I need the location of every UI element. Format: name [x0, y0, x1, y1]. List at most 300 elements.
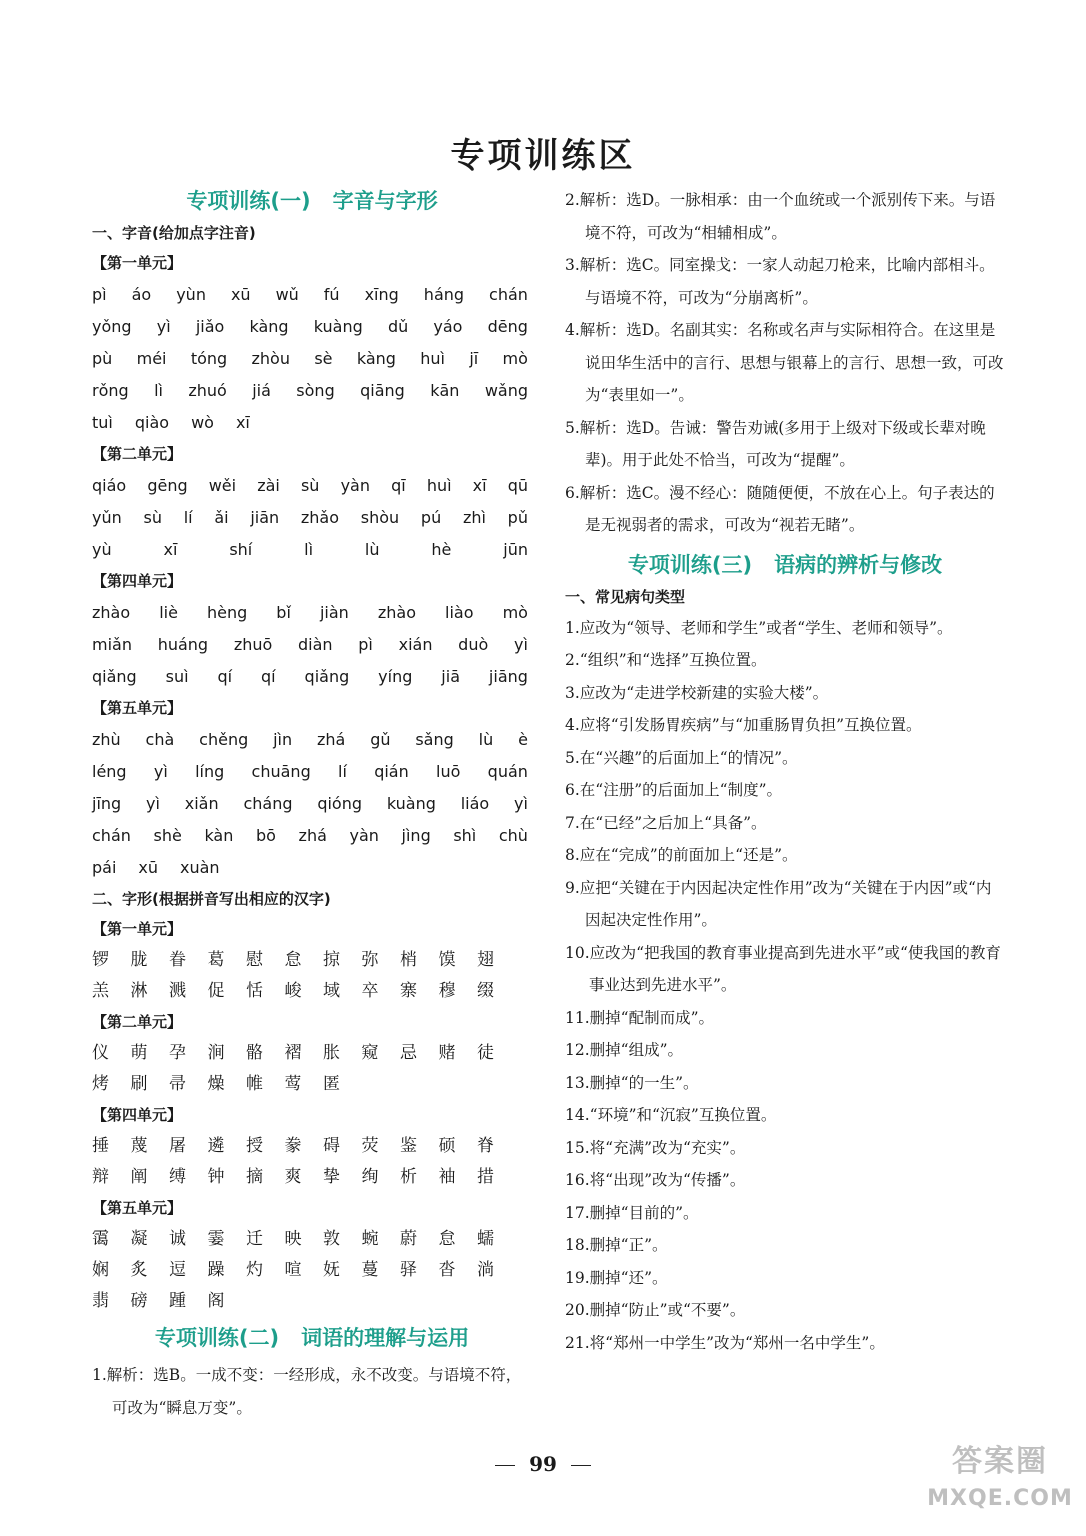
- pinyin-syllable: bō: [255, 826, 276, 845]
- pinyin-syllable: qū: [507, 476, 528, 495]
- pinyin-row: [92, 470, 532, 502]
- pinyin-syllable: pǔ: [507, 508, 528, 527]
- pinyin-syllable: liè: [159, 603, 178, 622]
- pinyin-syllable: pì: [358, 635, 373, 654]
- answer-text: 删掉“配制而成”。: [589, 1008, 715, 1027]
- pinyin-syllable: mò: [502, 349, 528, 368]
- answer-number: 6.: [565, 483, 580, 502]
- answer-number: 3.: [565, 683, 580, 702]
- pinyin-syllable: lù: [364, 540, 380, 559]
- character: 刷: [130, 1074, 148, 1094]
- character: 赌: [438, 1043, 456, 1063]
- left-column: [92, 184, 532, 1424]
- character-row: [92, 945, 532, 976]
- answer-item: [565, 937, 1005, 1002]
- answer-item: [565, 1197, 1005, 1230]
- answer-item: [565, 1327, 1005, 1360]
- character: 褶: [284, 1043, 302, 1063]
- pinyin-syllable: jī: [469, 349, 479, 368]
- character: 莺: [284, 1074, 302, 1094]
- character: 磅: [130, 1291, 148, 1311]
- pinyin-syllable: zhá: [298, 826, 327, 845]
- pinyin-syllable: xīng: [364, 285, 399, 304]
- character: 域: [323, 981, 340, 1001]
- pinyin-syllable: pù: [92, 349, 113, 368]
- pinyin-syllable: kuàng: [386, 794, 436, 813]
- character: 踵: [169, 1291, 186, 1311]
- sub-heading-pronunciation: 一、字音(给加点字注音): [92, 224, 256, 242]
- pinyin-syllable: shì: [453, 826, 477, 845]
- answer-number: 4.: [565, 716, 580, 734]
- pinyin-syllable: miǎn: [92, 635, 132, 654]
- pinyin-syllable: chán: [489, 285, 528, 304]
- answer-number: 9.: [565, 878, 580, 897]
- pinyin-syllable: diàn: [298, 635, 333, 654]
- pinyin-syllable: kàng: [356, 349, 396, 368]
- pinyin-syllable: cháng: [243, 794, 293, 813]
- answer-number: 12.: [565, 1041, 590, 1059]
- character: 析: [400, 1167, 417, 1187]
- pinyin-syllable: zhǎo: [300, 508, 340, 527]
- pinyin-syllable: chěng: [199, 730, 249, 749]
- character: 孕: [169, 1043, 186, 1063]
- answer-number: 14.: [565, 1106, 590, 1124]
- character: 羔: [92, 981, 109, 1001]
- pinyin-syllable: shòu: [360, 508, 400, 527]
- pinyin-syllable: ǎi: [214, 508, 229, 527]
- character: 荧: [361, 1136, 379, 1156]
- pinyin-syllable: zhuō: [233, 635, 273, 654]
- character: 硕: [438, 1136, 456, 1156]
- answer-item: [565, 1132, 1005, 1165]
- character: 寨: [400, 981, 417, 1001]
- answer-number: 10.: [565, 943, 590, 962]
- pinyin-syllable: yáo: [433, 317, 463, 336]
- pinyin-row: [92, 597, 532, 629]
- pinyin-syllable: duò: [458, 635, 489, 654]
- answer-number: 11.: [565, 1008, 590, 1027]
- answer-item: [565, 677, 1005, 710]
- answer-item: [565, 249, 1005, 314]
- pinyin-syllable: líng: [195, 762, 225, 781]
- pinyin-syllable: yì: [514, 794, 528, 813]
- character: 喧: [284, 1260, 302, 1280]
- pinyin-row: [92, 756, 532, 788]
- character: 慰: [246, 950, 263, 970]
- answer-number: 2.: [565, 191, 580, 209]
- character: 缀: [477, 981, 494, 1001]
- character: 恬: [246, 981, 263, 1001]
- pinyin-syllable: dēng: [487, 317, 528, 336]
- answer-text: 应把“关键在于内因起决定性作用”改为“关键在于内因”或“内因起决定性作用”。: [579, 878, 992, 929]
- answer-number: 17.: [565, 1203, 590, 1222]
- pinyin-syllable: pú: [420, 508, 442, 527]
- answer-number: 8.: [565, 846, 580, 864]
- pinyin-row: [92, 534, 532, 566]
- character: 爽: [284, 1167, 302, 1187]
- pinyin-syllable: wěi: [208, 476, 237, 495]
- pinyin-syllable: wò: [191, 413, 214, 432]
- character-row: [92, 1224, 532, 1255]
- answer-item: [565, 1229, 1005, 1262]
- character: 摘: [246, 1167, 263, 1187]
- character: 帚: [169, 1074, 186, 1094]
- pinyin-syllable: huì: [426, 476, 452, 495]
- character-row: [92, 976, 532, 1007]
- character: 豢: [284, 1136, 302, 1156]
- character: 炙: [130, 1260, 148, 1280]
- character: 沓: [438, 1260, 456, 1280]
- character: 涧: [207, 1043, 225, 1063]
- pinyin-syllable: shè: [153, 826, 182, 845]
- pinyin-syllable: chán: [92, 826, 131, 845]
- answer-text: 删掉“防止”或“不要”。: [589, 1301, 746, 1319]
- pinyin-syllable: zài: [257, 476, 280, 495]
- pinyin-syllable: méi: [136, 349, 167, 368]
- pinyin-syllable: qí: [217, 667, 233, 686]
- pinyin-syllable: xī: [235, 413, 250, 432]
- pinyin-syllable: chuāng: [251, 762, 311, 781]
- character: 霎: [207, 1229, 225, 1249]
- character: 阁: [207, 1291, 225, 1311]
- pinyin-syllable: lí: [183, 508, 193, 527]
- character: 凝: [130, 1229, 148, 1249]
- character: 妩: [323, 1260, 340, 1280]
- pinyin-syllable: lí: [338, 762, 347, 781]
- character: 逗: [169, 1260, 186, 1280]
- character: 蜿: [361, 1229, 379, 1249]
- pinyin-syllable: kān: [430, 381, 460, 400]
- character: 弥: [361, 950, 379, 970]
- answer-number: 2.: [565, 651, 580, 669]
- pinyin-syllable: kàng: [249, 317, 289, 336]
- character: 仪: [92, 1043, 109, 1063]
- character: 淋: [130, 981, 148, 1001]
- character: 徒: [477, 1043, 494, 1063]
- answer-item: [565, 872, 1005, 937]
- answer-number: 6.: [565, 781, 580, 799]
- pinyin-row: [92, 375, 532, 407]
- answer-text: 在“已经”之后加上“具备”。: [579, 813, 767, 832]
- pinyin-syllable: xuàn: [180, 858, 220, 877]
- pinyin-syllable: yì: [153, 762, 168, 781]
- character: 霭: [92, 1229, 109, 1249]
- character: 捶: [92, 1136, 109, 1156]
- pinyin-syllable: jiá: [252, 381, 271, 400]
- pinyin-units: [92, 248, 532, 884]
- answer-number: 7.: [565, 813, 580, 832]
- character: 碍: [323, 1136, 340, 1156]
- character: 诚: [169, 1229, 186, 1249]
- pinyin-syllable: qiáo: [92, 476, 127, 495]
- pinyin-row: [92, 788, 532, 820]
- pinyin-syllable: chù: [498, 826, 528, 845]
- pinyin-syllable: lù: [478, 730, 494, 749]
- pinyin-syllable: tuì: [92, 413, 113, 432]
- character: 梢: [400, 950, 417, 970]
- answer-number: 5.: [565, 418, 580, 437]
- pinyin-syllable: mò: [502, 603, 528, 622]
- pinyin-syllable: lì: [154, 381, 163, 400]
- pinyin-syllable: kuàng: [313, 317, 363, 336]
- character: 鉴: [400, 1136, 417, 1156]
- pinyin-syllable: sòng: [296, 381, 335, 400]
- pinyin-syllable: xū: [230, 285, 251, 304]
- answer-item: [565, 807, 1005, 840]
- pinyin-syllable: wǔ: [275, 285, 299, 304]
- pinyin-row: [92, 724, 532, 756]
- pinyin-syllable: yàn: [349, 826, 379, 845]
- pinyin-syllable: qí: [261, 667, 276, 686]
- pinyin-syllable: qián: [374, 762, 409, 781]
- pinyin-syllable: sè: [314, 349, 333, 368]
- pinyin-syllable: gǔ: [370, 730, 391, 749]
- character: 帷: [246, 1074, 263, 1094]
- pinyin-syllable: quán: [487, 762, 528, 781]
- unit-label: 【第四单元】: [92, 1106, 183, 1124]
- pinyin-syllable: jiǎo: [195, 317, 225, 336]
- character: 馍: [438, 950, 456, 970]
- pinyin-syllable: xī: [163, 540, 178, 559]
- unit-label: 【第四单元】: [92, 572, 183, 590]
- character: 峻: [284, 981, 302, 1001]
- pinyin-syllable: jiàn: [319, 603, 349, 622]
- pinyin-row: [92, 852, 532, 884]
- page-number: 99: [0, 1452, 1086, 1476]
- character-row: [92, 1131, 532, 1162]
- answer-number: 15.: [565, 1138, 590, 1157]
- pinyin-syllable: qióng: [317, 794, 363, 813]
- answer-item: [565, 1294, 1005, 1327]
- pinyin-syllable: áo: [131, 285, 152, 304]
- pinyin-row: [92, 311, 532, 343]
- pinyin-syllable: qiǎng: [304, 667, 350, 686]
- character: 娴: [92, 1260, 109, 1280]
- pinyin-row: [92, 407, 532, 439]
- watermark-logo: 答案圈 MXQE.COM: [927, 1444, 1073, 1511]
- answer-item: [92, 1359, 532, 1424]
- pinyin-syllable: yì: [513, 635, 528, 654]
- character: 蔚: [400, 1229, 417, 1249]
- answer-number: 16.: [565, 1171, 590, 1189]
- answer-text: “组织”和“选择”互换位置。: [579, 651, 767, 669]
- character: 敦: [323, 1229, 340, 1249]
- character: 骼: [246, 1043, 263, 1063]
- pinyin-syllable: sù: [300, 476, 320, 495]
- character: 溅: [169, 981, 186, 1001]
- pinyin-syllable: rǒng: [92, 381, 129, 400]
- pinyin-syllable: pì: [92, 285, 107, 304]
- pinyin-syllable: huì: [420, 349, 445, 368]
- answer-text: 删掉“目前的”。: [589, 1203, 699, 1222]
- character: 辩: [92, 1167, 109, 1187]
- unit-label: 【第五单元】: [92, 1199, 183, 1217]
- pinyin-syllable: jūn: [503, 540, 528, 559]
- pinyin-syllable: zhào: [377, 603, 416, 622]
- answer-text: 删掉“组成”。: [589, 1041, 684, 1059]
- pinyin-syllable: jiā: [441, 667, 460, 686]
- answer-text: 在“兴趣”的后面加上“的情况”。: [579, 748, 798, 767]
- vocab-answer-list: [92, 1355, 532, 1424]
- character-row: [92, 1286, 532, 1317]
- pinyin-syllable: léng: [92, 762, 127, 781]
- answer-number: 4.: [565, 321, 580, 339]
- answer-number: 3.: [565, 256, 580, 274]
- right-column: [565, 184, 1005, 1359]
- pinyin-syllable: lì: [304, 540, 314, 559]
- pinyin-syllable: bǐ: [276, 603, 291, 622]
- pinyin-syllable: sǎng: [415, 730, 454, 749]
- pinyin-syllable: huáng: [157, 635, 209, 654]
- answer-item: [565, 184, 1005, 249]
- pinyin-row: [92, 279, 532, 311]
- answer-text: 解析：选C。漫不经心：随随便便，不放在心上。句子表达的是无视弱者的需求，可改为“视若无睹”。: [579, 483, 995, 534]
- section-title-3: 专项训练(三) 语病的辨析与修改: [627, 552, 943, 577]
- answer-text: 应在“完成”的前面加上“还是”。: [579, 846, 798, 864]
- pinyin-syllable: liáo: [460, 794, 490, 813]
- pinyin-syllable: pái: [92, 858, 117, 877]
- sub-heading-characters: 二、字形(根据拼音写出相应的汉字): [92, 890, 331, 908]
- answer-item: [565, 314, 1005, 412]
- character: 萌: [130, 1043, 148, 1063]
- pinyin-syllable: jīng: [92, 794, 122, 813]
- character: 怠: [284, 950, 302, 970]
- character-row: [92, 1162, 532, 1193]
- character: 授: [246, 1136, 263, 1156]
- pinyin-syllable: zhá: [316, 730, 346, 749]
- pinyin-syllable: tóng: [190, 349, 228, 368]
- pinyin-syllable: qiǎng: [92, 667, 137, 686]
- answer-text: 删掉“的一生”。: [589, 1073, 699, 1092]
- character: 促: [207, 981, 225, 1001]
- pinyin-syllable: yǔn: [92, 508, 122, 527]
- hanzi-units: [92, 914, 532, 1317]
- answer-number: 1.: [565, 618, 580, 637]
- pinyin-row: [92, 661, 532, 693]
- character: 掠: [323, 950, 340, 970]
- pinyin-row: [92, 502, 532, 534]
- answer-item: [565, 1034, 1005, 1067]
- character: 锣: [92, 950, 109, 970]
- character: 卒: [361, 981, 379, 1001]
- answer-text: 应改为“领导、老师和学生”或者“学生、老师和领导”。: [579, 618, 953, 637]
- vocab-answer-list-continued: [565, 184, 1005, 542]
- answer-item: [565, 839, 1005, 872]
- pinyin-syllable: zhào: [92, 603, 131, 622]
- answer-number: 13.: [565, 1073, 590, 1092]
- answer-number: 20.: [565, 1301, 590, 1319]
- character: 绚: [361, 1167, 379, 1187]
- answer-text: 解析：选C。同室操戈：一家人动起刀枪来，比喻内部相斗。与语境不符，可改为“分崩离析”。: [579, 256, 995, 307]
- pinyin-syllable: yàn: [340, 476, 370, 495]
- answer-text: 将“出现”改为“传播”。: [589, 1171, 746, 1189]
- answer-item: [565, 644, 1005, 677]
- character: 烤: [92, 1074, 109, 1094]
- pinyin-syllable: xī: [472, 476, 487, 495]
- answer-text: 将“郑州一中学生”改为“郑州一名中学生”。: [589, 1333, 885, 1352]
- answer-text: 解析：选D。告诫：警告劝诫(多用于上级对下级或长辈对晚辈)。用于此处不恰当，可改为“提醒”。: [579, 418, 986, 469]
- sentence-answer-list: [565, 612, 1005, 1360]
- answer-number: 21.: [565, 1333, 590, 1352]
- answer-item: [565, 709, 1005, 742]
- answer-item: [565, 477, 1005, 542]
- pinyin-syllable: zhuó: [188, 381, 227, 400]
- answer-text: 将“充满”改为“充实”。: [589, 1138, 746, 1157]
- pinyin-syllable: yíng: [378, 667, 413, 686]
- pinyin-syllable: zhòu: [251, 349, 290, 368]
- page-title: 专项训练区: [450, 136, 636, 176]
- character: 阐: [130, 1167, 148, 1187]
- pinyin-syllable: xū: [138, 858, 159, 877]
- character: 灼: [246, 1260, 263, 1280]
- answer-item: [565, 1067, 1005, 1100]
- pinyin-row: [92, 820, 532, 852]
- answer-item: [565, 1002, 1005, 1035]
- pinyin-syllable: liào: [445, 603, 474, 622]
- unit-label: 【第二单元】: [92, 1013, 183, 1031]
- pinyin-syllable: gēng: [147, 476, 188, 495]
- pinyin-syllable: jiān: [250, 508, 280, 527]
- answer-item: [565, 742, 1005, 775]
- pinyin-syllable: fú: [323, 285, 340, 304]
- answer-text: 应改为“把我国的教育事业提高到先进水平”或“使我国的教育事业达到先进水平”。: [589, 943, 1001, 994]
- pinyin-syllable: yì: [146, 794, 160, 813]
- character: 蠕: [477, 1229, 494, 1249]
- character: 淌: [477, 1260, 494, 1280]
- pinyin-syllable: yì: [156, 317, 171, 336]
- character: 躁: [207, 1260, 225, 1280]
- character: 眷: [169, 950, 186, 970]
- answer-number: 19.: [565, 1268, 590, 1287]
- pinyin-syllable: yǒng: [92, 317, 132, 336]
- answer-item: [565, 412, 1005, 477]
- section-title-1: 专项训练(一) 字音与字形: [186, 189, 438, 213]
- character: 匿: [323, 1074, 340, 1094]
- pinyin-syllable: háng: [423, 285, 465, 304]
- character: 穆: [438, 981, 456, 1001]
- sub-heading-sentence-errors: 一、常见病句类型: [565, 587, 686, 606]
- character: 蔑: [130, 1136, 148, 1156]
- pinyin-row: [92, 629, 532, 661]
- pinyin-syllable: xián: [398, 635, 433, 654]
- answer-item: [565, 1099, 1005, 1132]
- answer-text: 应改为“走进学校新建的实验大楼”。: [579, 683, 829, 702]
- answer-text: “环境”和“沉寂”互换位置。: [589, 1106, 777, 1124]
- character-row: [92, 1255, 532, 1286]
- pinyin-syllable: sù: [143, 508, 162, 527]
- character: 映: [284, 1229, 302, 1249]
- unit-label: 【第二单元】: [92, 445, 183, 463]
- pinyin-syllable: yùn: [176, 285, 206, 304]
- character: 忌: [400, 1043, 417, 1063]
- character: 翅: [477, 950, 494, 970]
- answer-text: 应将“引发肠胃疾病”与“加重肠胃负担”互换位置。: [579, 716, 922, 734]
- unit-label: 【第一单元】: [92, 254, 183, 272]
- answer-text: 解析：选D。名副其实：名称或名声与实际相符合。在这里是说田华生活中的言行、思想与银幕上的言行、思想一致，可改为“表里如一”。: [579, 321, 1004, 404]
- character: 蔓: [361, 1260, 379, 1280]
- character: 袖: [438, 1167, 456, 1187]
- character: 屠: [169, 1136, 186, 1156]
- pinyin-syllable: chà: [145, 730, 175, 749]
- unit-label: 【第五单元】: [92, 699, 183, 717]
- pinyin-syllable: hè: [431, 540, 452, 559]
- pinyin-syllable: shí: [229, 540, 253, 559]
- character: 胀: [323, 1043, 340, 1063]
- pinyin-syllable: xiǎn: [184, 794, 219, 813]
- answer-text: 删掉“还”。: [589, 1268, 668, 1287]
- character: 遴: [207, 1136, 225, 1156]
- pinyin-syllable: jìn: [273, 730, 293, 749]
